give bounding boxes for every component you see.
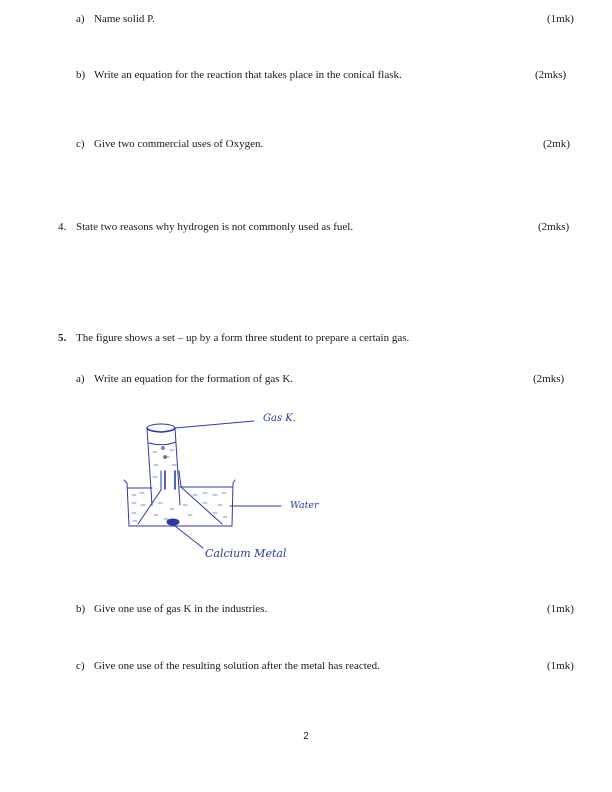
marks-5a: (2mks) xyxy=(533,373,565,385)
question-number: 4. xyxy=(58,221,67,233)
calcium-metal xyxy=(167,519,179,525)
gas-jar-left-wall xyxy=(147,428,152,505)
gas-jar-right-wall xyxy=(175,428,180,505)
apparatus-figure xyxy=(118,405,348,570)
question-label: b) xyxy=(76,603,86,615)
question-text: Give two commercial uses of Oxygen. xyxy=(94,138,264,150)
question-label: c) xyxy=(76,660,85,672)
gas-k-label: Gas K. xyxy=(263,413,296,424)
question-number: 5. xyxy=(58,332,67,344)
question-5b xyxy=(76,603,267,616)
question-3c xyxy=(76,138,263,151)
question-text: Name solid P. xyxy=(94,13,155,25)
question-text: Give one use of gas K in the industries. xyxy=(94,603,268,615)
funnel-left xyxy=(138,471,161,524)
question-text: State two reasons why hydrogen is not commonly used as fuel. xyxy=(76,221,354,233)
page-number: 2 xyxy=(303,731,309,742)
question-label: a) xyxy=(76,13,85,25)
question-label: c) xyxy=(76,138,85,150)
marks-5c: (1mk) xyxy=(547,660,574,672)
question-5 xyxy=(58,332,409,345)
marks-4: (2mks) xyxy=(538,221,570,233)
gas-collection-diagram xyxy=(118,405,348,570)
question-text: Give one use of the resulting solution after the metal has reacted. xyxy=(94,660,380,672)
question-text: The figure shows a set – up by a form three student to prepare a certain gas. xyxy=(76,332,410,344)
marks-3a: (1mk) xyxy=(547,13,574,25)
marks-5b: (1mk) xyxy=(547,603,574,615)
question-label: a) xyxy=(76,373,85,385)
metal-label-leader xyxy=(175,526,203,548)
calcium-metal-label: Calcium Metal xyxy=(205,547,287,560)
question-3b xyxy=(76,69,402,82)
question-5a xyxy=(76,373,293,386)
question-4 xyxy=(58,221,353,234)
question-text: Write an equation for the reaction that takes place in the conical flask. xyxy=(94,69,402,81)
question-3a xyxy=(76,13,155,26)
question-5c xyxy=(76,660,380,673)
water-label: Water xyxy=(290,500,319,511)
question-text: Write an equation for the formation of gas K. xyxy=(94,373,294,385)
gas-label-leader xyxy=(175,421,254,428)
question-label: b) xyxy=(76,69,86,81)
marks-3c: (2mk) xyxy=(543,138,570,150)
funnel-right xyxy=(179,471,222,524)
marks-3b: (2mks) xyxy=(535,69,567,81)
